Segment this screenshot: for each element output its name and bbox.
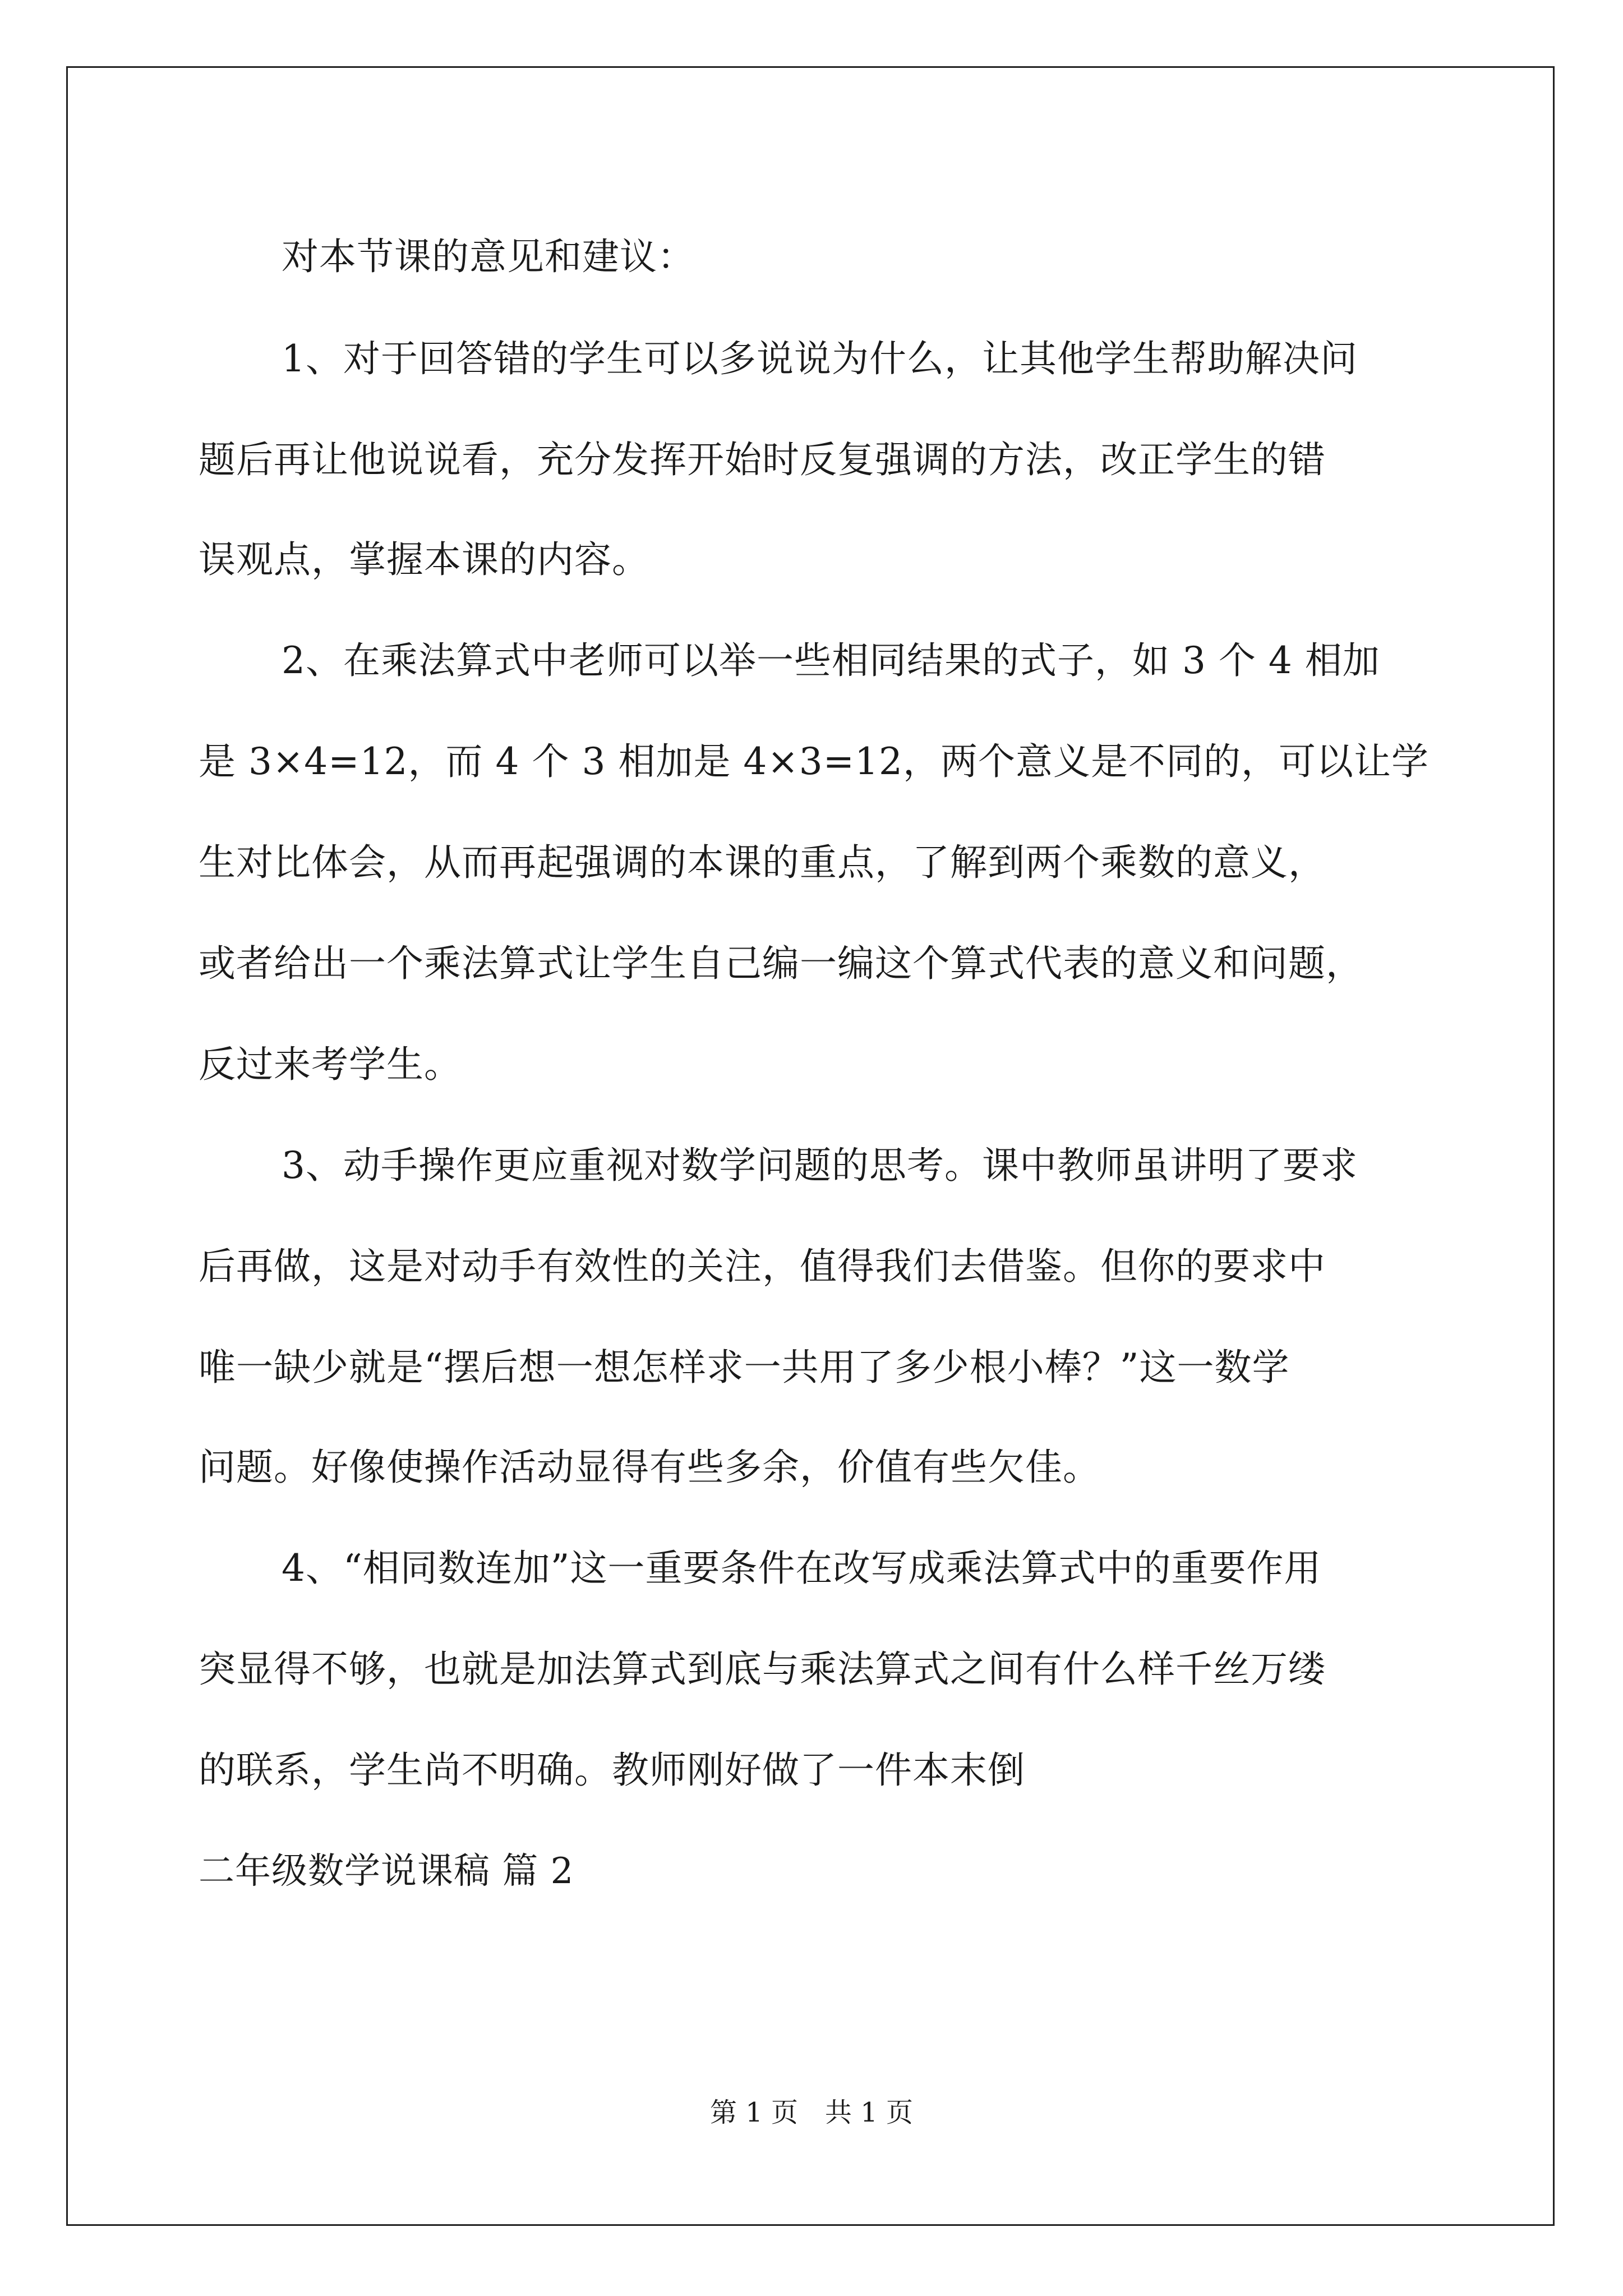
paragraph-2-line-5: 反过来考学生。 [199, 1043, 462, 1086]
paragraph-3-line-4: 问题。好像使操作活动显得有些多余，价值有些欠佳。 [199, 1446, 1100, 1489]
paragraph-1-line-1: 1、对于回答错的学生可以多说说为什么，让其他学生帮助解决问 [282, 337, 1358, 380]
paragraph-4-line-1: 4、“相同数连加”这一重要条件在改写成乘法算式中的重要作用 [282, 1547, 1322, 1590]
paragraph-2-line-2: 是 3×4=12，而 4 个 3 相加是 4×3=12，两个意义是不同的，可以让学 [199, 740, 1429, 783]
paragraph-2-line-1: 2、在乘法算式中老师可以举一些相同结果的式子，如 3 个 4 相加 [282, 639, 1380, 682]
paragraph-2-line-3: 生对比体会，从而再起强调的本课的重点，了解到两个乘数的意义， [199, 841, 1326, 884]
page-footer: 第 1 页 共 1 页 [709, 2097, 914, 2128]
paragraph-1-line-3: 误观点，掌握本课的内容。 [199, 538, 649, 581]
paragraph-1-line-2: 题后再让他说说看，充分发挥开始时反复强调的方法，改正学生的错 [199, 438, 1326, 481]
paragraph-3-line-1: 3、动手操作更应重视对数学问题的思考。课中教师虽讲明了要求 [282, 1144, 1358, 1187]
section-heading: 二年级数学说课稿 篇 2 [199, 1851, 574, 1892]
paragraph-4-line-2: 突显得不够，也就是加法算式到底与乘法算式之间有什么样千丝万缕 [199, 1648, 1326, 1691]
paragraph-intro: 对本节课的意见和建议： [282, 235, 695, 278]
paragraph-4-line-3: 的联系，学生尚不明确。教师刚好做了一件本末倒 [199, 1749, 1025, 1792]
paragraph-2-line-4: 或者给出一个乘法算式让学生自己编一编这个算式代表的意义和问题， [199, 942, 1363, 985]
paragraph-3-line-2: 后再做，这是对动手有效性的关注，值得我们去借鉴。但你的要求中 [199, 1245, 1326, 1288]
paragraph-3-line-3: 唯一缺少就是“摆后想一想怎样求一共用了多少根小棒？”这一数学 [199, 1346, 1290, 1389]
